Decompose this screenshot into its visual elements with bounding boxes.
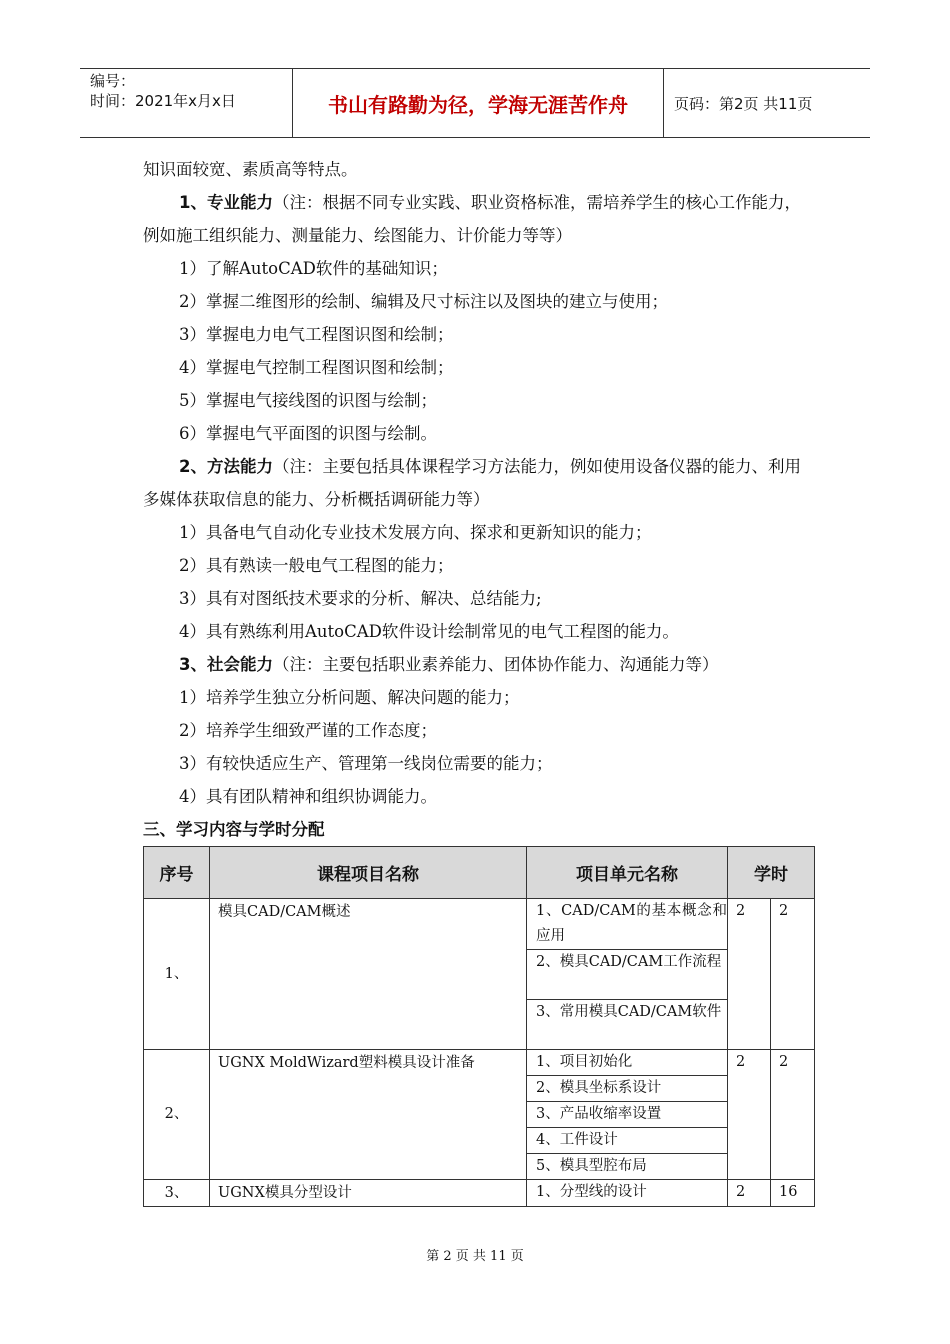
- row-number: 1、: [144, 899, 210, 1050]
- row-number: 2、: [144, 1050, 210, 1180]
- unit-name: 4、工件设计: [527, 1128, 728, 1154]
- section-method-ability: [143, 450, 815, 516]
- col-header-no: 序号: [144, 847, 210, 899]
- section-social-ability: [143, 648, 815, 681]
- header-page-label: 页码：第2页 共11页: [674, 94, 813, 113]
- section-note: （注：根据不同专业实践、职业资格标准，需培养学生的核心工作能力，例如施工组织能力、测量能力、绘图能力、计价能力等等）: [143, 193, 801, 245]
- unit-name: 1、分型线的设计: [527, 1180, 728, 1207]
- unit-name: 3、产品收缩率设置: [527, 1102, 728, 1128]
- hours-b: 2: [771, 899, 815, 1050]
- list-item: 1）具备电气自动化专业技术发展方向、探求和更新知识的能力；: [179, 523, 652, 542]
- section-note: （注：主要包括具体课程学习方法能力，例如使用设备仪器的能力、利用多媒体获取信息的能力、分析概括调研能力等）: [143, 457, 801, 509]
- unit-name: 2、模具坐标系设计: [527, 1076, 728, 1102]
- section-professional-ability: [143, 186, 815, 252]
- col-header-project: 课程项目名称: [210, 847, 527, 899]
- section-note: （注：主要包括职业素养能力、团体协作能力、沟通能力等）: [272, 655, 719, 674]
- list-item: 3）具有对图纸技术要求的分析、解决、总结能力;: [179, 589, 542, 608]
- table-row: [144, 899, 815, 950]
- list-item: 4）具有熟练利用AutoCAD软件设计绘制常见的电气工程图的能力。: [179, 622, 679, 641]
- section-title: 1、专业能力: [179, 193, 273, 212]
- list-item: 2）具有熟读一般电气工程图的能力；: [179, 556, 454, 575]
- row-number: 3、: [144, 1180, 210, 1207]
- intro-text: 知识面较宽、素质高等特点。: [143, 160, 358, 179]
- col-header-unit: 项目单元名称: [527, 847, 728, 899]
- hours-a: 2: [728, 1180, 771, 1207]
- list-item: 5）掌握电气接线图的识图与绘制；: [179, 391, 437, 410]
- project-name: UGNX模具分型设计: [210, 1180, 527, 1207]
- unit-name: 3、常用模具CAD/CAM软件: [527, 1000, 728, 1050]
- header-number-label: 编号：: [90, 72, 136, 90]
- hours-a: 2: [728, 899, 771, 1050]
- list-item: 1）了解AutoCAD软件的基础知识；: [179, 259, 448, 278]
- list-item: 2）培养学生细致严谨的工作态度；: [179, 721, 437, 740]
- header-motto: 书山有路勤为径，学海无涯苦作舟: [293, 69, 664, 137]
- page-footer: 第 2 页 共 11 页: [426, 1249, 524, 1264]
- course-content-table: [143, 846, 815, 1207]
- section-heading-content-hours: 三、学习内容与学时分配: [143, 820, 325, 839]
- project-name: UGNX MoldWizard塑料模具设计准备: [210, 1050, 527, 1180]
- hours-a: 2: [728, 1050, 771, 1180]
- list-item: 1）培养学生独立分析问题、解决问题的能力；: [179, 688, 520, 707]
- unit-name: 1、CAD/CAM的基本概念和应用: [527, 899, 728, 950]
- list-item: 4）具有团队精神和组织协调能力。: [179, 787, 437, 806]
- table-row: [144, 1050, 815, 1076]
- header-date-label: 时间：2021年x月x日: [90, 92, 236, 110]
- table-header-row: [144, 847, 815, 899]
- list-item: 6）掌握电气平面图的识图与绘制。: [179, 424, 437, 443]
- unit-name: 2、模具CAD/CAM工作流程: [527, 950, 728, 1000]
- section-title: 2、方法能力: [179, 457, 273, 476]
- table-row: [144, 1180, 815, 1207]
- document-header: [80, 68, 870, 138]
- list-item: 3）掌握电力电气工程图识图和绘制；: [179, 325, 454, 344]
- hours-b: 16: [771, 1180, 815, 1207]
- unit-name: 5、模具型腔布局: [527, 1154, 728, 1180]
- hours-b: 2: [771, 1050, 815, 1180]
- document-body: [143, 153, 815, 846]
- unit-name: 1、项目初始化: [527, 1050, 728, 1076]
- list-item: 3）有较快适应生产、管理第一线岗位需要的能力；: [179, 754, 553, 773]
- list-item: 2）掌握二维图形的绘制、编辑及尺寸标注以及图块的建立与使用；: [179, 292, 668, 311]
- project-name: 模具CAD/CAM概述: [210, 899, 527, 1050]
- header-meta: [80, 69, 293, 137]
- list-item: 4）掌握电气控制工程图识图和绘制；: [179, 358, 454, 377]
- col-header-hours: 学时: [728, 847, 815, 899]
- section-title: 3、社会能力: [179, 655, 273, 674]
